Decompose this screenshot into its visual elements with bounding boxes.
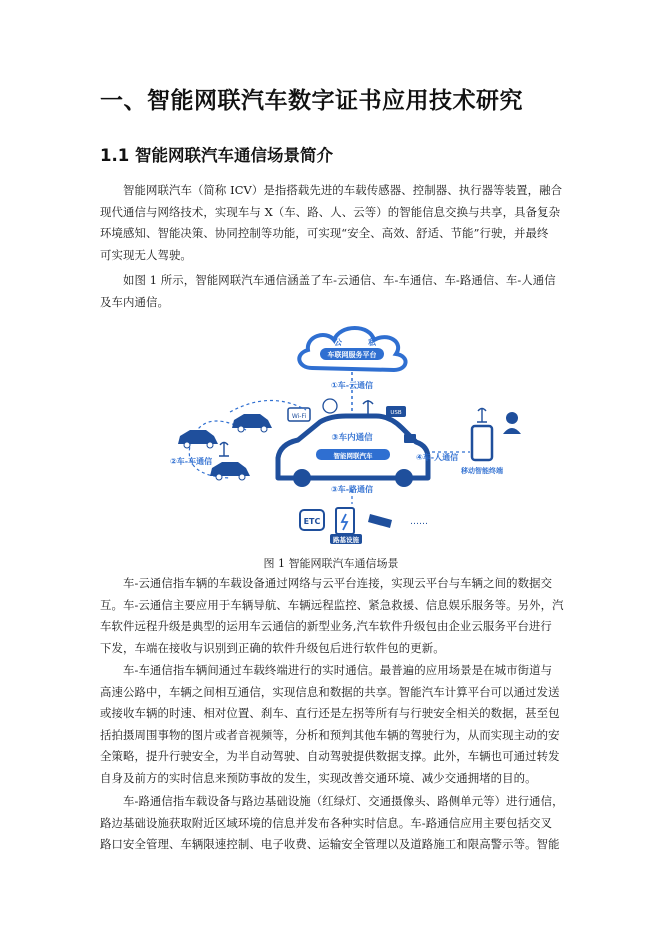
text-line: 全策略，提升行驶安全，为半自动驾驶、自动驾驶提供数据支撑。此外，车辆也可通过转发 [100, 749, 560, 764]
text-line: 高速公路中，车辆之间相互通信，实现信息和数据的共享。智能汽车计算平台可以通过发送 [100, 684, 560, 699]
text-line: 车-路通信指车载设备与路边基础设施（红绿灯、交通摄像头、路侧单元等）进行通信， [123, 794, 564, 808]
text-line: 车-车通信指车辆间通过车载终端进行的实时通信。最普遍的应用场景是在城市街道与 [123, 663, 553, 677]
text-line: 或接收车辆的时速、相对位置、刹车、直行还是左拐等所有与行驶安全相关的数据，甚至包 [100, 706, 560, 721]
etc-label: ETC [303, 517, 321, 526]
text-line: 路边基础设施获取附近区域环境的信息并发布各种实时信息。车-路通信应用主要包括交叉 [100, 815, 553, 830]
camera-icon [404, 434, 416, 443]
cloud-platform-label: 车联网服务平台 [327, 351, 377, 359]
figure-caption: 图 1 智能网联汽车通信场景 [263, 557, 399, 570]
text-line: 环境感知、智能决策、协同控制等功能，可实现“安全、高效、舒适、节能”行驶，并最终 [100, 226, 549, 241]
wifi-label: Wi-Fi [291, 413, 307, 420]
road-infra-label: 路基设施 [333, 536, 359, 544]
cloud-public-label: 公 [334, 338, 342, 347]
charger-icon [336, 508, 354, 534]
text-line: 现代通信与网络技术，实现车与 X（车、路、人、云等）的智能信息交换与共享，具备复杂 [100, 204, 561, 219]
v2c-label: ①车-云通信 [330, 381, 374, 390]
v2v-label: ②车-车通信 [170, 457, 213, 466]
text-line: 及车内通信。 [100, 294, 169, 309]
paragraph-figure-ref [100, 270, 562, 313]
cloud-icon [299, 328, 405, 370]
text-line: 车软件远程升级是典型的运用车云通信的新型业务,汽车软件升级包由企业云服务平台进行 [100, 619, 552, 634]
text-line: 路口安全管理、车辆限速控制、电子收费、运输安全管理以及道路施工和限高警示等。智能 [100, 837, 560, 852]
car-icon-left-2 [232, 414, 272, 432]
car-icon-left-1 [178, 430, 218, 448]
phone-icon [472, 426, 492, 460]
section-heading: 1.1 智能网联汽车通信场景简介 [100, 146, 333, 165]
antenna-icon-right [477, 408, 487, 422]
cloud-private-label: 私 [368, 338, 376, 347]
v2p-label: ④车-人通信 [416, 453, 459, 462]
text-line: 下发，车端在接收与识别到正确的软件升级包后进行软件包的更新。 [100, 640, 445, 655]
usb-label: USB [390, 410, 402, 416]
text-line: 括拍摄周围事物的图片或者音视频等，分析和预判其他车辆的驾驶行为，从而实现主动的安 [100, 727, 560, 742]
text-line: 车-云通信指车辆的车载设备通过网络与云平台连接，实现云平台与车辆之间的数据交 [123, 576, 553, 590]
text-line: 如图 1 所示，智能网联汽车通信涵盖了车-云通信、车-车通信、车-路通信、车-人通信 [123, 273, 556, 287]
mobile-label: 移动智能终端 [461, 467, 503, 475]
paragraph-intro [100, 180, 562, 266]
paragraph-v2r [100, 791, 562, 856]
paragraph-v2v [100, 660, 562, 790]
communication-scenario-figure [170, 318, 526, 546]
antenna-icon-left [219, 442, 229, 456]
text-line: 互。车-云通信主要应用于车辆导航、车辆远程监控、紧急救援、信息娱乐服务等。另外，汽 [100, 597, 564, 612]
text-line: 可实现无人驾驶。 [100, 247, 192, 262]
more-dots: …… [410, 517, 428, 527]
traffic-camera-icon [368, 514, 392, 528]
chapter-heading: 一、智能网联汽车数字证书应用技术研究 [100, 88, 523, 114]
globe-icon [323, 399, 337, 413]
in-car-label: ③车内通信 [331, 433, 373, 443]
text-line: 智能网联汽车（简称 ICV）是指搭载先进的车载传感器、控制器、执行器等装置，融合 [123, 183, 563, 197]
v2r-label: ③车-路通信 [330, 485, 374, 494]
car-label: 智能网联汽车 [333, 452, 373, 460]
car-icon-left-3 [210, 462, 250, 480]
text-line: 自身及前方的实时信息来预防事故的发生，实现改善交通环境、减少交通拥堵的目的。 [100, 770, 537, 785]
person-icon [506, 412, 518, 424]
paragraph-v2c [100, 573, 562, 659]
